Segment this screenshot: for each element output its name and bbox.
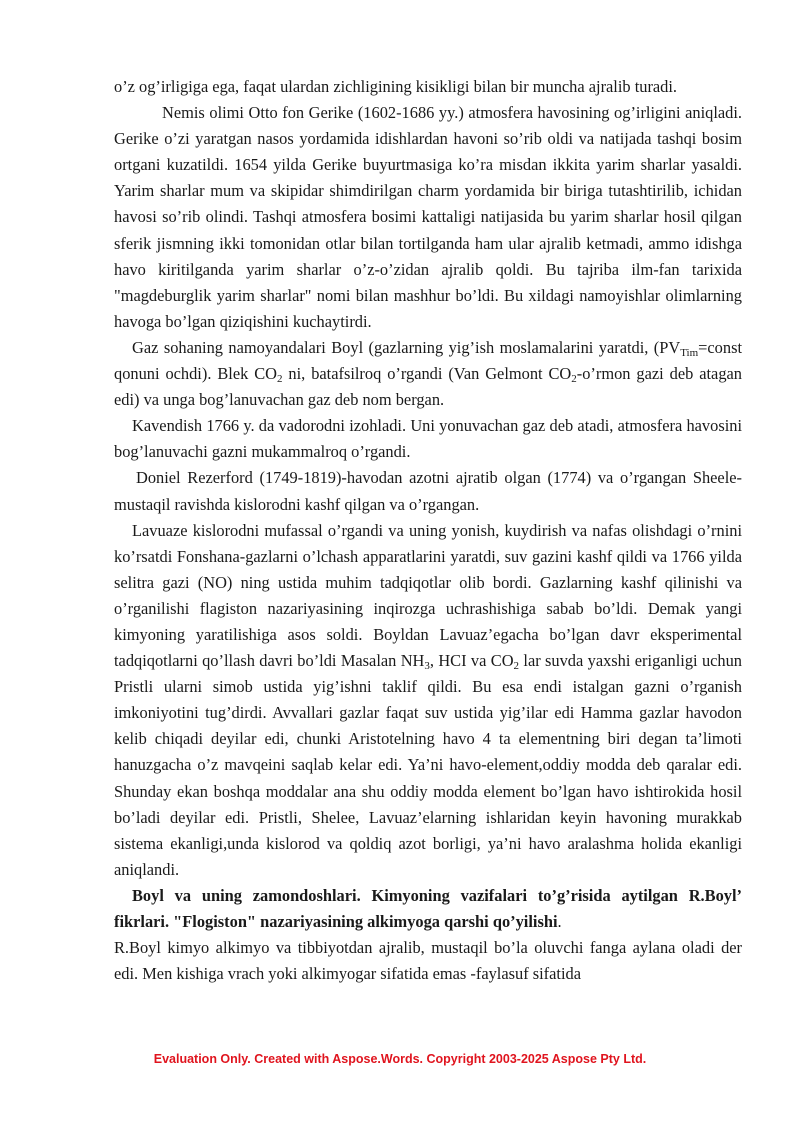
- subscript: 3: [424, 660, 430, 673]
- subscript: 2: [277, 373, 283, 386]
- text-run: Gaz sohaning namoyandalari Boyl (gazlarning yig’ish moslamalarini yaratdi, (PV: [132, 337, 681, 357]
- paragraph-rezerford: Doniel Rezerford (1749-1819)-havodan azotni ajratib olgan (1774) va o’rgangan Sheele-mustaqil ravishda kislorodni kashf qilgan va o’rgangan.: [114, 468, 742, 514]
- evaluation-watermark: Evaluation Only. Created with Aspose.Words. Copyright 2003-2025 Aspose Pty Ltd.: [153, 1052, 647, 1066]
- text-run: Lavuaze kislorodni mufassal o’rgandi va uning yonish, kuydirish va nafas olishdagi o’rnini ko’rsatdi Fonshana-gazlarni o’lchash apparatlarini yaratdi, suv gazini kashf qildi va 1766 yilda selitra gazi (NO) ning ustida muhim tadqiqotlar olib bordi. Gazlarning kashf qilinishi va o’rganilishi flagiston nazariyasining inqirozga uchrashishiga sabab bo’ldi. Demak yangi kimyoning yaratilishiga asos soldi. Boyldan Lavuaz’egacha bo’lgan davr eksperimental tadqiqotlarni qo’llash davri bo’ldi Masalan NH: [114, 520, 742, 671]
- text-run: , HCI va CO: [429, 651, 514, 671]
- subscript: Tim: [680, 346, 699, 359]
- section-heading: [114, 883, 742, 935]
- subscript: 2: [571, 373, 577, 386]
- paragraph-gas-scientists: [114, 335, 742, 413]
- text-run: -o’rmon gazi deb atagan edi) va unga bog’lanuvachan gaz deb nom bergan.: [114, 364, 742, 410]
- text-run: =const qonuni ochdi). Blek CO: [114, 337, 742, 384]
- heading-text: Boyl va uning zamondoshlari. Kimyoning vazifalari to’g’risida aytilgan R.Boyl’ fikrlari. "Flogiston" nazariyasining alkimyoga qarshi qo’yilishi: [114, 885, 742, 931]
- subscript: 2: [513, 660, 520, 673]
- paragraph-kavendish: Kavendish 1766 y. da vadorodni izohladi. Uni yonuvachan gaz deb atadi, atmosfera havosini bog’lanuvachi gazni mukammalroq o’rgandi.: [114, 416, 742, 462]
- paragraph-lavuaze: [114, 518, 742, 883]
- paragraph-continuation: o’z og’irligiga ega, faqat ulardan zichligining kisikligi bilan bir muncha ajralib turadi.: [114, 77, 678, 96]
- paragraph-boyl: R.Boyl kimyo alkimyo va tibbiyotdan ajralib, mustaqil bo’la oluvchi fanga aylana oladi der edi. Men kishiga vrach yoki alkimyogar sifatida emas -faylasuf sifatida: [114, 938, 742, 984]
- text-run: ni, batafsilroq o’rgandi (Van Gelmont CO: [282, 364, 572, 384]
- paragraph-gerike: Nemis olimi Otto fon Gerike (1602-1686 yy.) atmosfera havosining og’irligini aniqladi. Gerike o’zi yaratgan nasos yordamida idishlardan havoni so’rib oldi va natijada tashqi bosim ortgani kuzatildi. 1654 yilda Gerike buyurtmasiga ko’ra misdan ikkita yarim sharlar yasaldi. Yarim sharlar mum va skipidar shimdirilgan charm yordamida bir biriga tutashtirilib, ichidan havosi so’rib olindi. Tashqi atmosfera bosimi kattaligi natijasida bu yarim sharlar hosil qilgan sferik jismning ikki tomonidan otlar bilan tortilganda ham ular ajralib ketmadi, ammo idishga havo kiritilganda yarim sharlar o’z-o’zidan ajralib qoldi. Bu tajriba ilm-fan tarixida "magdeburglik yarim sharlar" nomi bilan mashhur bo’ldi. Bu xildagi namoyishlar olimlarning havoga bo’lgan qiziqishini kuchaytirdi.: [114, 103, 742, 331]
- heading-period: .: [557, 912, 562, 931]
- text-run: lar suvda yaxshi eriganligi uchun Pristli ularni simob ustida yig’ishni taklif qildi. Bu esa endi istalgan gazni o’rganish imkoniyotini tug’dirdi. Avvallari gazlar faqat suv ustida yig’ilar edi Hamma gazlar havodon kelib chiqadi deyilar edi, chunki Aristotelning havo 4 ta elementning biri degan ta’limoti hanuzgacha o’z mavqeini saqlab kelar edi. Ya’ni havo-element,oddiy modda deb qaralar edi. Shunday ekan boshqa moddalar ana shu oddiy modda element bo’lgan havo ishtirokida hosil bo’ladi deyilar edi. Pristli, Shelee, Lavuaz’elarning ishlaridan keyin havoning murakkab sistema ekanligi,unda kislorod va qoldiq azot borligi, ya’ni havo aralashma holida ekanligi aniqlandi.: [114, 651, 743, 879]
- document-body: [114, 74, 742, 987]
